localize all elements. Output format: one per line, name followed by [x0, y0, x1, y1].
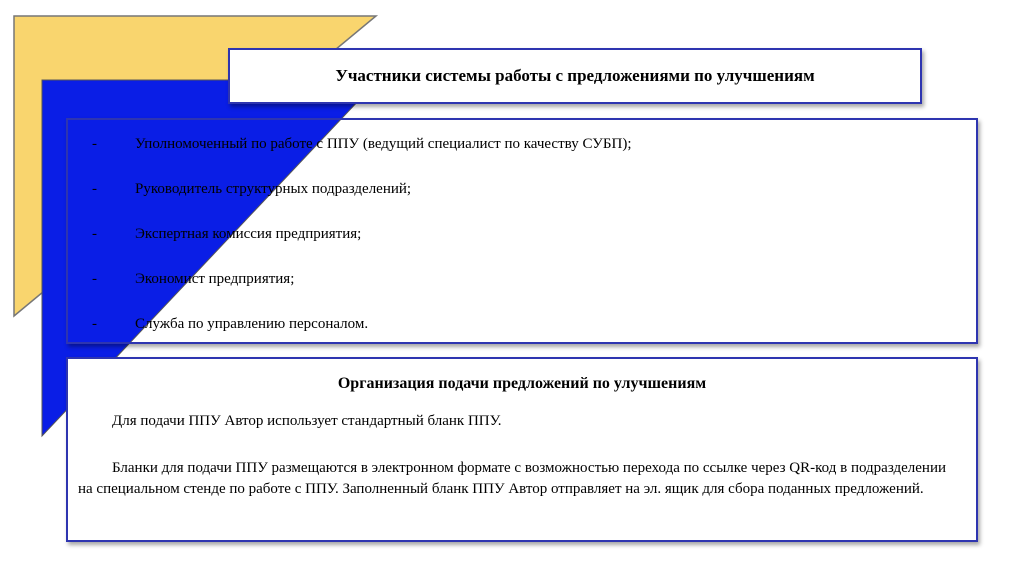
participants-list: [92, 136, 632, 361]
list-item: [92, 136, 632, 181]
list-item-text: Экспертная комиссия предприятия;: [135, 226, 362, 242]
organization-paragraph-1: Для подачи ППУ Автор использует стандартный бланк ППУ.: [112, 413, 502, 429]
title-box: [228, 48, 922, 104]
list-marker: -: [92, 271, 97, 287]
list-item: [92, 271, 632, 316]
organization-paragraph-2: Бланки для подачи ППУ размещаются в электронном формате с возможностью перехода по ссылке через QR-код в подразделении на специальном стенде по работе с ППУ. Заполненный бланк ППУ Автор отправляет на эл. ящик для сбора поданных предложений.: [78, 460, 947, 497]
organization-title: Организация подачи предложений по улучшениям: [337, 375, 707, 392]
page-title: Участники системы работы с предложениями по улучшениям: [335, 66, 815, 85]
list-marker: -: [92, 316, 97, 332]
list-item-text: Уполномоченный по работе с ППУ (ведущий специалист по качеству СУБП);: [135, 136, 632, 152]
list-item: [92, 181, 632, 226]
list-item: [92, 226, 632, 271]
list-marker: -: [92, 136, 97, 152]
list-item-text: Служба по управлению персоналом.: [135, 316, 369, 332]
list-marker: -: [92, 181, 97, 197]
participants-box: [66, 118, 978, 344]
list-item-text: Экономист предприятия;: [135, 271, 295, 287]
list-item-text: Руководитель структурных подразделений;: [135, 181, 412, 197]
list-item: [92, 316, 632, 361]
organization-box: [66, 357, 978, 542]
list-marker: -: [92, 226, 97, 242]
